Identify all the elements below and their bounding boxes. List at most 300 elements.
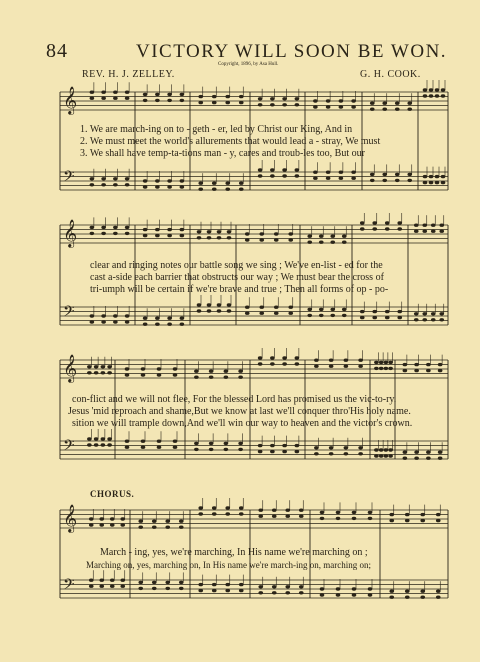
system4-bass-note-head (389, 596, 394, 599)
system1-bass-note-head (395, 173, 400, 176)
system2-bass-note-head (197, 303, 202, 306)
system3-bass-note-head (329, 452, 334, 455)
system1-bass-note-head (435, 175, 440, 178)
system3-bass-note-head (209, 448, 214, 451)
system2-treble-note-head (167, 228, 172, 231)
system4-treble-note-head (299, 515, 304, 518)
system2-bass-note-head (414, 318, 419, 321)
system3-bass-note-head (344, 452, 349, 455)
system3-bass-note-head (101, 437, 106, 440)
system2-bass-note-head (125, 320, 130, 323)
system1-treble-note-head (167, 99, 172, 102)
system4-bass-note-head (198, 583, 203, 586)
system2-treble-note-head (397, 221, 402, 224)
system3-treble-note-head (414, 369, 419, 372)
system2-treble-note-head (422, 224, 427, 227)
system1-treble-note-head (258, 103, 263, 106)
system4-treble-note-head (436, 513, 441, 516)
system4-bass-note-head (320, 593, 325, 596)
system1-bass-note-head (180, 179, 185, 182)
system4-bass-note-head (89, 585, 94, 588)
system3-treble-note-head (101, 371, 106, 374)
system2-treble-note-head (227, 230, 232, 233)
system1-treble-note-head (239, 101, 244, 104)
system2-treble-note-head (197, 236, 202, 239)
system2-bass-note-head (143, 323, 148, 326)
system2-treble-note-head (180, 234, 185, 237)
system1-treble-note-head (313, 99, 318, 102)
system2-bass-note-head (143, 317, 148, 320)
system2-treble-note-head (274, 232, 279, 235)
system3-treble-note-head (238, 370, 243, 373)
system4-treble-note-head (152, 526, 157, 529)
system2-treble-note-head (167, 234, 172, 237)
system2-bass-note-head (330, 308, 335, 311)
system3-treble-note-head (388, 361, 393, 364)
system3-bass-note-head (414, 457, 419, 460)
system2-treble-note-head (307, 241, 312, 244)
system1-treble-note-head (101, 97, 106, 100)
system3-bass-note-head (379, 448, 384, 451)
system4-bass-note-head (179, 581, 184, 584)
system1-bass-note-head (143, 185, 148, 188)
system2-bass-note-head (245, 312, 250, 315)
system3-bass-note-head (314, 452, 319, 455)
system4-bass-note-head (272, 585, 277, 588)
system4-treble-note-head (212, 512, 217, 515)
system3-bass-note-head (388, 454, 393, 457)
system2-treble-note-head (155, 228, 160, 231)
system1-treble-note-head (295, 97, 300, 100)
system2-treble-note-head (90, 232, 95, 235)
system3-bass-note-head (282, 450, 287, 453)
system2-bass-note-head (125, 314, 130, 317)
system2-bass-note-head (167, 323, 172, 326)
system3-treble-clef: 𝄞 (63, 354, 78, 382)
system4-treble-note-head (225, 512, 230, 515)
system2-treble-note-head (330, 235, 335, 238)
system2-treble-note-head (217, 230, 222, 233)
system2-bass-note-head (217, 309, 222, 312)
system2-bass-note-head (167, 317, 172, 320)
system3-treble-note-head (125, 373, 130, 376)
system2-bass-note-head (385, 310, 390, 313)
system4-bass-note-head (272, 591, 277, 594)
system2-bass-note-head (319, 308, 324, 311)
system3-treble-note-head (438, 369, 443, 372)
system1-treble-note-head (429, 88, 434, 91)
system4-treble-note-head (212, 506, 217, 509)
system3-bass-note-head (414, 451, 419, 454)
system1-bass-note-head (435, 181, 440, 184)
system1-bass-note-head (198, 188, 203, 191)
system1-bass-note-head (429, 175, 434, 178)
system4-bass-note-head (258, 591, 263, 594)
system3-treble-note-head (194, 370, 199, 373)
verse-2-line-1: 2. We must meet the world's allurements that would lead a - stray, We must (80, 136, 381, 147)
system4-bass-note-head (285, 591, 290, 594)
system2-bass-note-head (397, 310, 402, 313)
system1-bass-note-head (113, 183, 118, 186)
system3-bass-note-head (358, 446, 363, 449)
system1-bass-note-head (313, 171, 318, 174)
system2-bass-note-head (259, 312, 264, 315)
system4-treble-note-head (179, 520, 184, 523)
system2-bass-note-head (207, 303, 212, 306)
system4-bass-note-head (212, 583, 217, 586)
system4-treble-note-head (299, 509, 304, 512)
system3-treble-note-head (379, 367, 384, 370)
system2-treble-note-head (385, 221, 390, 224)
system2-bass-note-head (439, 318, 444, 321)
system1-treble-note-head (435, 88, 440, 91)
system1-bass-note-head (282, 168, 287, 171)
system2-treble-note-head (101, 226, 106, 229)
system3-treble-note-head (224, 370, 229, 373)
system2-treble-note-head (207, 230, 212, 233)
system4-bass-note-head (368, 593, 373, 596)
system2-treble-note-head (113, 226, 118, 229)
system1-bass-note-head (90, 183, 95, 186)
system2-treble-note-head (307, 235, 312, 238)
system1-bass-note-head (441, 175, 446, 178)
system3-treble-note-head (258, 356, 263, 359)
system3-treble-note-head (295, 362, 300, 365)
system1-bass-note-head (258, 174, 263, 177)
system1-bass-note-head (101, 177, 106, 180)
system3-treble-note-head (388, 367, 393, 370)
system1-bass-note-head (167, 179, 172, 182)
system1-treble-note-head (167, 93, 172, 96)
system1-bass-note-head (270, 168, 275, 171)
system3-treble-note-head (94, 365, 99, 368)
system3-treble-note-head (270, 362, 275, 365)
hymn-title: VICTORY WILL SOON BE WON. (136, 41, 448, 62)
system1-treble-note-head (101, 91, 106, 94)
system1-treble-note-head (382, 108, 387, 111)
system4-bass-note-head (299, 585, 304, 588)
system3-bass-note-head (258, 444, 263, 447)
verse-2-line-3: Jesus 'mid reproach and shame,But we know at last we'll conquer thro'His holy name. (68, 406, 411, 417)
system1-treble-clef: 𝄞 (63, 86, 78, 114)
system3-treble-note-head (314, 365, 319, 368)
system2-bass-note-head (217, 303, 222, 306)
system4-treble-note-head (352, 511, 357, 514)
system3-bass-note-head (403, 457, 408, 460)
system1-treble-note-head (407, 102, 412, 105)
system4-bass-note-head (336, 587, 341, 590)
system1-bass-note-head (225, 182, 230, 185)
system3-treble-note-head (94, 371, 99, 374)
system1-treble-note-head (295, 103, 300, 106)
system1-bass-note-head (339, 177, 344, 180)
system1-bass-note-head (370, 179, 375, 182)
system1-treble-note-head (113, 97, 118, 100)
system4-treble-note-head (138, 520, 143, 523)
system1-treble-note-head (258, 97, 263, 100)
system3-treble-note-head (344, 365, 349, 368)
system1-bass-note-head (326, 177, 331, 180)
system3-bass-note-head (125, 440, 130, 443)
system2-bass-note-head (90, 320, 95, 323)
system2-treble-note-head (288, 238, 293, 241)
system3-treble-note-head (107, 365, 112, 368)
system2-bass-note-head (439, 312, 444, 315)
system1-treble-note-head (339, 99, 344, 102)
system2-treble-note-head (431, 230, 436, 233)
system3-bass-note-head (384, 454, 389, 457)
system3-bass-note-head (238, 448, 243, 451)
system2-bass-note-head (90, 314, 95, 317)
system1-treble-note-head (351, 105, 356, 108)
system3-treble-note-head (384, 367, 389, 370)
system1-bass-note-head (198, 182, 203, 185)
system3-treble-note-head (374, 361, 379, 364)
system4-treble-note-head (436, 519, 441, 522)
system1-treble-note-head (407, 108, 412, 111)
system1-bass-note-head (326, 171, 331, 174)
system4-treble-note-head (120, 517, 125, 520)
system4-bass-note-head (152, 587, 157, 590)
system2-bass-note-head (431, 312, 436, 315)
system4-bass-note-head (225, 589, 230, 592)
system2-bass-note-head (330, 314, 335, 317)
system1-bass-note-head (351, 171, 356, 174)
system4-treble-note-head (120, 523, 125, 526)
system4-bass-note-head (258, 585, 263, 588)
system1-treble-note-head (423, 94, 428, 97)
system1-treble-note-head (198, 101, 203, 104)
system3-bass-note-head (270, 450, 275, 453)
system2-bass-note-head (180, 323, 185, 326)
system3-bass-note-head (438, 457, 443, 460)
system1-bass-note-head (382, 173, 387, 176)
system2-bass-note-head (274, 312, 279, 315)
system2-treble-note-head (372, 227, 377, 230)
system3-treble-note-head (358, 359, 363, 362)
system4-bass-note-head (420, 590, 425, 593)
system3-treble-note-head (125, 367, 130, 370)
system1-bass-note-head (125, 183, 130, 186)
system1-bass-note-head (370, 173, 375, 176)
system2-treble-note-head (360, 221, 365, 224)
system2-bass-note-head (342, 308, 347, 311)
system2-treble-note-head (227, 236, 232, 239)
system2-bass-note-head (397, 316, 402, 319)
system1-treble-note-head (395, 108, 400, 111)
system3-treble-note-head (438, 363, 443, 366)
system3-bass-note-head (194, 448, 199, 451)
system1-treble-note-head (113, 91, 118, 94)
system2-bass-note-head (372, 316, 377, 319)
system3-bass-note-head (295, 444, 300, 447)
system4-bass-note-head (99, 579, 104, 582)
system4-bass-note-head (368, 587, 373, 590)
system2-bass-note-head (307, 314, 312, 317)
system3-treble-note-head (141, 373, 146, 376)
system3-bass-note-head (314, 446, 319, 449)
system4-treble-note-head (352, 517, 357, 520)
system3-treble-note-head (209, 376, 214, 379)
system1-bass-note-head (101, 183, 106, 186)
system3-treble-note-head (157, 367, 162, 370)
system3-bass-note-head (270, 444, 275, 447)
system2-bass-note-head (422, 312, 427, 315)
system1-treble-note-head (125, 97, 130, 100)
system1-treble-note-head (270, 97, 275, 100)
composer-credit: G. H. COOK. (360, 69, 421, 80)
system2-treble-note-head (125, 226, 130, 229)
system4-bass-note-head (239, 589, 244, 592)
system3-treble-note-head (173, 367, 178, 370)
system4-treble-note-head (99, 517, 104, 520)
system4-treble-note-head (320, 511, 325, 514)
system4-bass-note-head (110, 585, 115, 588)
system3-bass-note-head (224, 442, 229, 445)
system1-treble-note-head (370, 108, 375, 111)
system1-bass-note-head (113, 177, 118, 180)
system1-bass-note-head (351, 177, 356, 180)
system3-bass-note-head (426, 457, 431, 460)
system4-bass-note-head (405, 596, 410, 599)
system2-treble-note-head (360, 227, 365, 230)
system2-bass-note-head (180, 317, 185, 320)
system1-bass-note-head (270, 174, 275, 177)
system2-treble-note-head (397, 227, 402, 230)
system3-bass-note-head (194, 442, 199, 445)
system2-treble-note-head (259, 232, 264, 235)
system2-bass-note-head (113, 314, 118, 317)
system4-treble-note-head (336, 511, 341, 514)
system3-bass-note-head (374, 454, 379, 457)
system3-bass-note-head (173, 446, 178, 449)
system2-bass-note-head (288, 312, 293, 315)
verse-3-line-1: 3. We shall have temp-ta-tions man - y, cares and troub-les too, But our (80, 148, 365, 159)
system4-bass-note-head (420, 596, 425, 599)
verse-1-line-2: clear and ringing notes our battle song we sing ; We've en-list - ed for the (90, 260, 383, 271)
system4-treble-note-head (320, 517, 325, 520)
system2-treble-note-head (439, 230, 444, 233)
system4-treble-note-head (285, 515, 290, 518)
system3-bass-note-head (157, 446, 162, 449)
system3-bass-note-head (403, 451, 408, 454)
system1-bass-note-head (441, 181, 446, 184)
system1-treble-note-head (382, 102, 387, 105)
system1-treble-note-head (270, 103, 275, 106)
system4-bass-note-head (165, 587, 170, 590)
system3-bass-note-head (295, 450, 300, 453)
system1-treble-note-head (441, 88, 446, 91)
system4-bass-note-head (165, 581, 170, 584)
system4-bass-clef: 𝄢 (63, 576, 75, 597)
system2-bass-note-head (197, 309, 202, 312)
system1-bass-note-head (282, 174, 287, 177)
system2-bass-note-head (385, 316, 390, 319)
system3-bass-note-head (141, 440, 146, 443)
system2-bass-note-head (245, 306, 250, 309)
system2-treble-note-head (431, 224, 436, 227)
system3-treble-note-head (374, 367, 379, 370)
page-number: 84 (46, 40, 68, 62)
system2-treble-note-head (143, 234, 148, 237)
system2-bass-note-head (155, 323, 160, 326)
system3-bass-note-head (329, 446, 334, 449)
system3-bass-note-head (125, 446, 130, 449)
system2-treble-note-head (155, 234, 160, 237)
system4-bass-note-head (285, 585, 290, 588)
system3-treble-note-head (107, 371, 112, 374)
system3-bass-note-head (101, 443, 106, 446)
system1-bass-note-head (395, 179, 400, 182)
system3-treble-note-head (344, 359, 349, 362)
system2-bass-note-head (360, 310, 365, 313)
system1-bass-note-head (407, 173, 412, 176)
system2-bass-note-head (259, 306, 264, 309)
system4-treble-note-head (405, 513, 410, 516)
system4-bass-note-head (299, 591, 304, 594)
system4-bass-note-head (120, 585, 125, 588)
system3-bass-clef: 𝄢 (63, 437, 75, 458)
system1-bass-note-head (407, 179, 412, 182)
system3-bass-note-head (388, 448, 393, 451)
system1-bass-note-head (423, 181, 428, 184)
system4-bass-note-head (320, 587, 325, 590)
system3-bass-note-head (224, 448, 229, 451)
system3-treble-note-head (426, 363, 431, 366)
system2-bass-note-head (422, 318, 427, 321)
lyricist-credit: REV. H. J. ZELLEY. (82, 69, 175, 80)
system4-treble-note-head (285, 509, 290, 512)
system2-treble-note-head (330, 241, 335, 244)
system2-treble-note-head (274, 238, 279, 241)
system4-treble-note-head (110, 517, 115, 520)
system1-bass-note-head (180, 185, 185, 188)
system4-treble-note-head (198, 512, 203, 515)
system2-bass-note-head (342, 314, 347, 317)
system4-treble-note-head (198, 506, 203, 509)
system3-bass-note-head (258, 450, 263, 453)
system1-treble-note-head (225, 101, 230, 104)
system3-bass-note-head (209, 442, 214, 445)
system2-treble-note-head (101, 232, 106, 235)
system3-bass-note-head (282, 444, 287, 447)
system2-treble-clef: 𝄞 (63, 219, 78, 247)
system3-treble-note-head (314, 359, 319, 362)
system4-treble-note-head (368, 517, 373, 520)
system4-treble-note-head (89, 523, 94, 526)
system3-bass-note-head (94, 443, 99, 446)
system4-treble-note-head (368, 511, 373, 514)
system4-treble-note-head (258, 515, 263, 518)
system4-treble-note-head (179, 526, 184, 529)
system1-treble-note-head (180, 93, 185, 96)
system2-bass-note-head (372, 310, 377, 313)
system4-treble-note-head (165, 520, 170, 523)
system4-bass-note-head (152, 581, 157, 584)
system4-bass-note-head (436, 596, 441, 599)
system4-bass-note-head (198, 589, 203, 592)
system1-bass-note-head (339, 171, 344, 174)
system3-treble-note-head (295, 356, 300, 359)
system2-treble-note-head (143, 228, 148, 231)
system2-treble-note-head (125, 232, 130, 235)
system4-treble-note-head (225, 506, 230, 509)
system4-bass-note-head (389, 590, 394, 593)
system1-treble-note-head (125, 91, 130, 94)
system1-bass-note-head (295, 174, 300, 177)
system3-bass-note-head (141, 446, 146, 449)
system2-bass-note-head (319, 314, 324, 317)
